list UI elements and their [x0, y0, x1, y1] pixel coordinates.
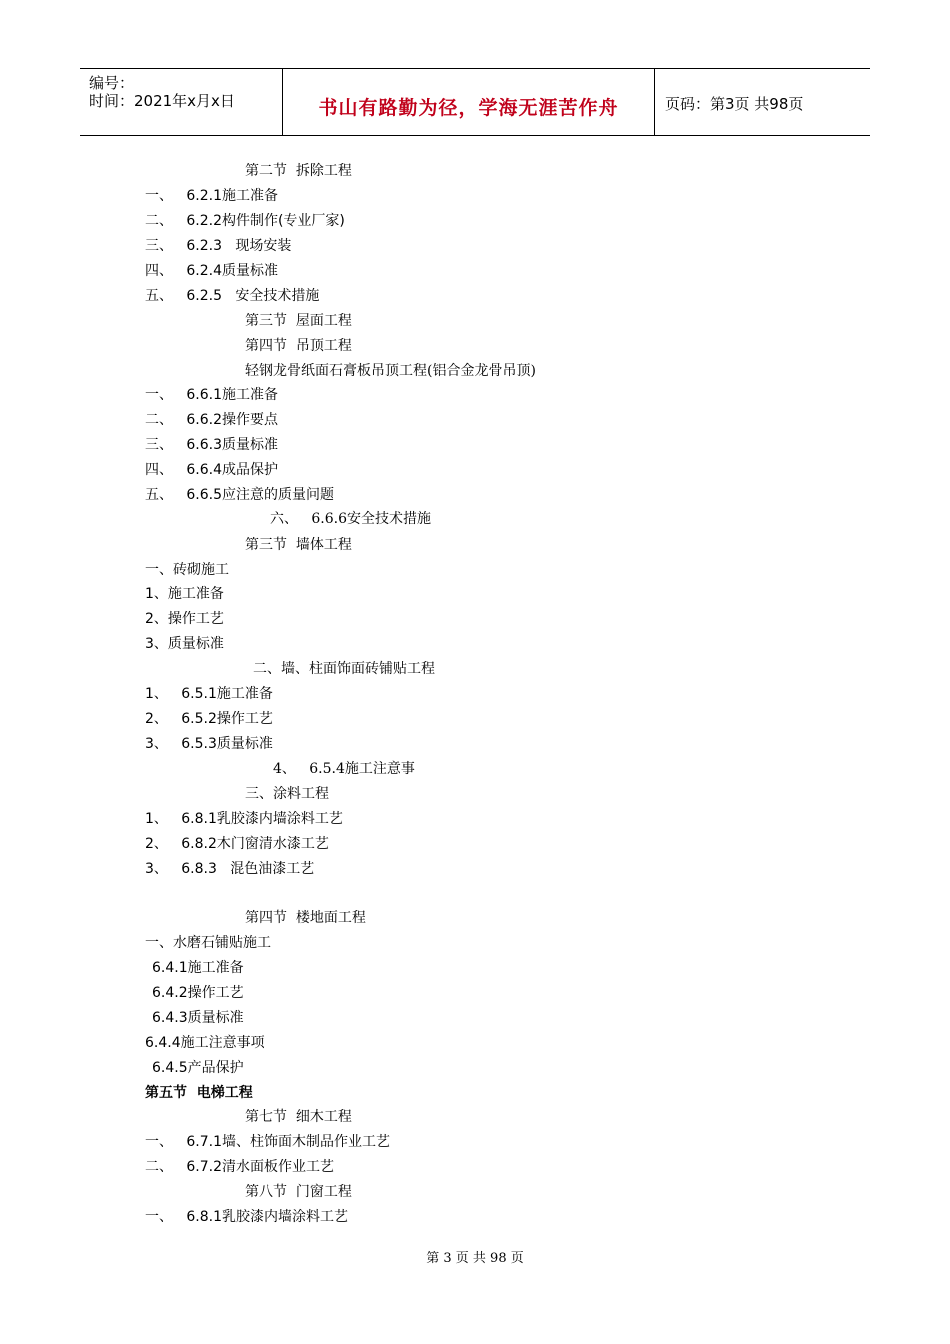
header-info-cell: [80, 69, 283, 135]
toc-entry: 6.4.4施工注意事项: [145, 1035, 265, 1051]
toc-entry: 1、施工准备: [145, 586, 224, 602]
toc-entry: 一、 6.8.1乳胶漆内墙涂料工艺: [145, 1209, 348, 1225]
toc-entry: 轻钢龙骨纸面石膏板吊顶工程(铝合金龙骨吊顶): [245, 363, 536, 379]
toc-entry: 二、 6.7.2清水面板作业工艺: [145, 1159, 334, 1175]
toc-entry: 1、 6.5.1施工准备: [145, 686, 273, 702]
header-page-cell: [655, 69, 870, 135]
toc-entry: 第七节 细木工程: [245, 1109, 352, 1125]
toc-entry: 6.4.3质量标准: [152, 1010, 244, 1026]
toc-entry: 2、 6.8.2木门窗清水漆工艺: [145, 836, 329, 852]
toc-entry: 四、 6.2.4质量标准: [145, 263, 278, 279]
toc-entry: 四、 6.6.4成品保护: [145, 462, 278, 478]
toc-entry: 3、 6.8.3 混色油漆工艺: [145, 861, 315, 877]
toc-entry: 五、 6.6.5应注意的质量问题: [145, 487, 334, 503]
toc-entry: 2、操作工艺: [145, 611, 224, 627]
toc-entry: 第四节 楼地面工程: [245, 910, 366, 926]
toc-entry: 6.4.1施工准备: [152, 960, 244, 976]
toc-entry: 三、 6.2.3 现场安装: [145, 238, 292, 254]
toc-entry: 三、 6.6.3质量标准: [145, 437, 278, 453]
header-page-number: 页码：第3页 共98页: [665, 95, 804, 113]
toc-entry: 第三节 屋面工程: [245, 313, 352, 329]
toc-entry: 第二节 拆除工程: [245, 163, 352, 179]
toc-entry: 二、 6.6.2操作要点: [145, 412, 278, 428]
document-time-label: 时间：2021年x月x日: [89, 92, 235, 110]
page-footer: 第 3 页 共 98 页: [426, 1251, 524, 1266]
toc-entry: 6.4.2操作工艺: [152, 985, 244, 1001]
toc-entry: 一、砖砌施工: [145, 562, 229, 578]
toc-entry: 二、墙、柱面饰面砖铺贴工程: [253, 661, 435, 677]
toc-entry: 2、 6.5.2操作工艺: [145, 711, 273, 727]
document-number-label: 编号：: [89, 74, 135, 92]
toc-entry: 4、 6.5.4施工注意事: [273, 761, 415, 777]
toc-entry: 二、 6.2.2构件制作(专业厂家): [145, 213, 345, 229]
page-header: [80, 68, 870, 136]
header-motto-cell: [283, 69, 655, 135]
toc-entry: 第八节 门窗工程: [245, 1184, 352, 1200]
toc-entry: 三、涂料工程: [245, 786, 329, 802]
toc-entry: 一、水磨石铺贴施工: [145, 935, 271, 951]
toc-entry: 一、 6.7.1墙、柱饰面木制品作业工艺: [145, 1134, 390, 1150]
toc-entry: 6.4.5产品保护: [152, 1060, 244, 1076]
toc-entry: 1、 6.8.1乳胶漆内墙涂料工艺: [145, 811, 343, 827]
toc-entry: 六、 6.6.6安全技术措施: [270, 511, 431, 527]
toc-entry: 3、质量标准: [145, 636, 224, 652]
header-motto: 书山有路勤为径，学海无涯苦作舟: [318, 97, 619, 119]
toc-entry: 五、 6.2.5 安全技术措施: [145, 288, 320, 304]
toc-entry: 第五节 电梯工程: [145, 1085, 253, 1101]
toc-entry: 3、 6.5.3质量标准: [145, 736, 273, 752]
toc-entry: 一、 6.6.1施工准备: [145, 387, 278, 403]
toc-entry: 第四节 吊顶工程: [245, 338, 352, 354]
toc-entry: 一、 6.2.1施工准备: [145, 188, 278, 204]
toc-entry: 第三节 墙体工程: [245, 537, 352, 553]
